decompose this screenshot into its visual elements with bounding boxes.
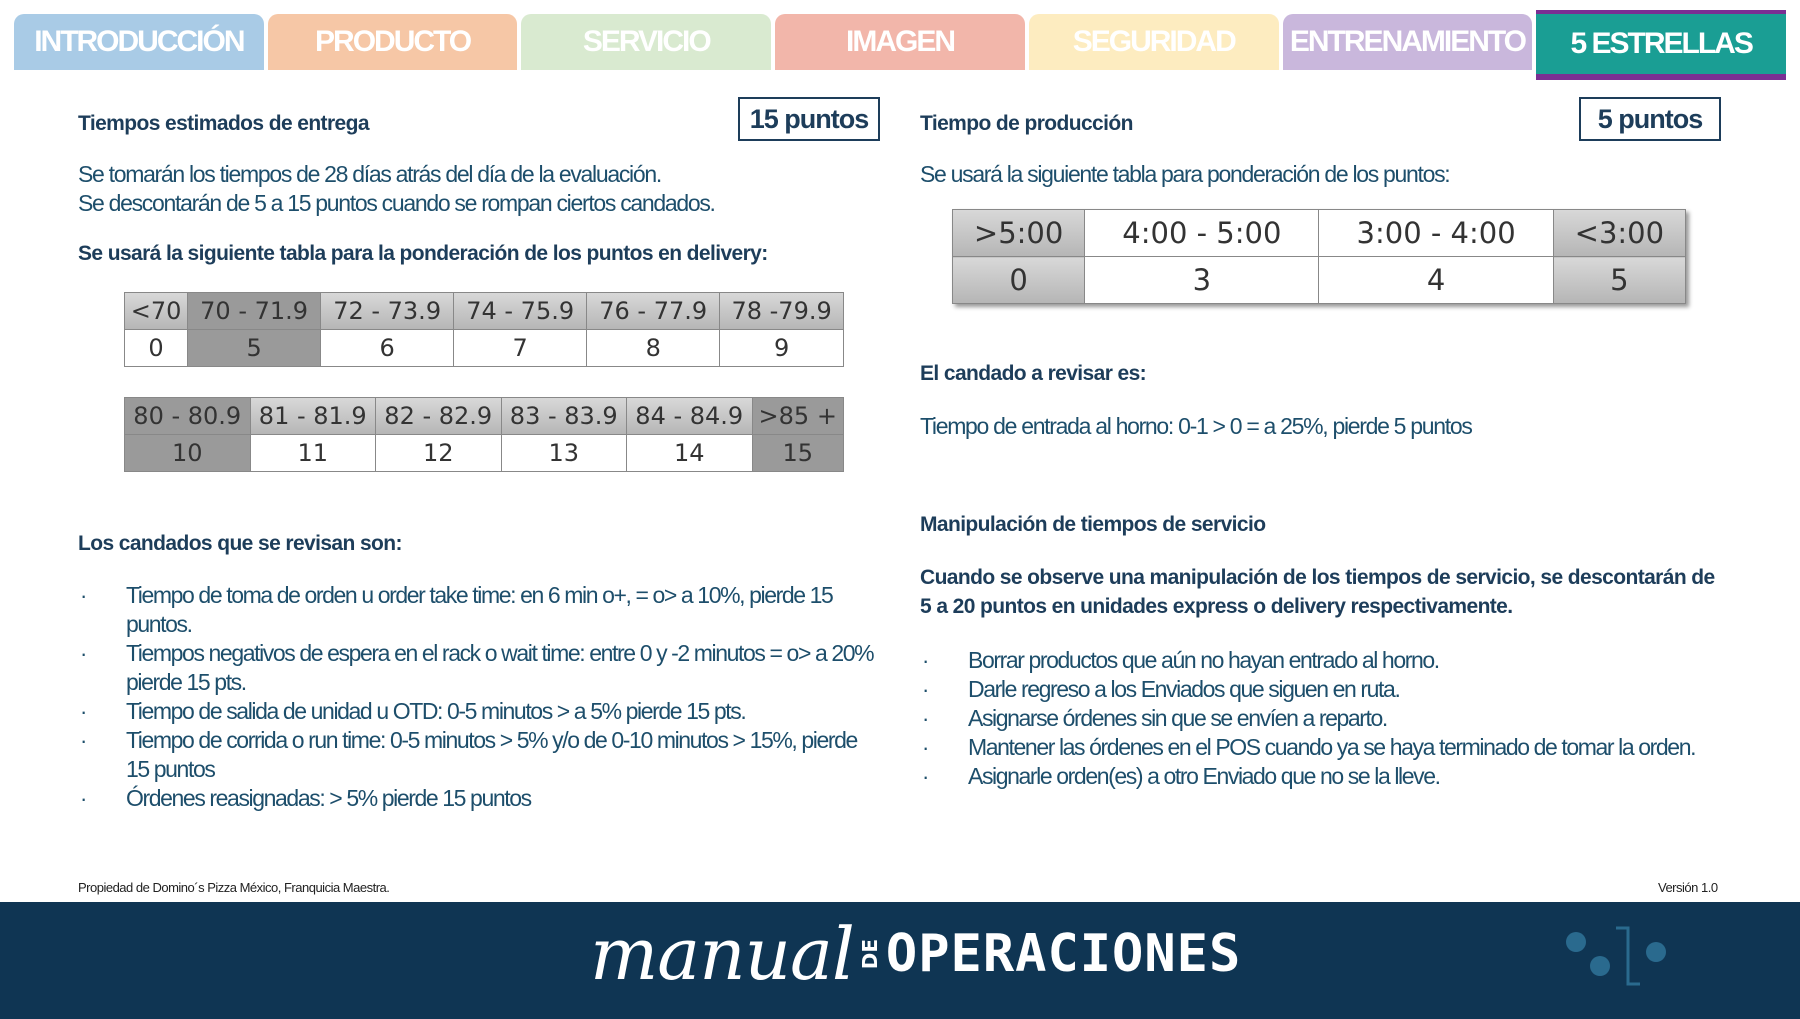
- score-cell: 7: [454, 330, 587, 367]
- score-cell: 14: [627, 435, 753, 472]
- logo-de: DE: [857, 938, 882, 970]
- list-item: · Órdenes reasignadas: > 5% pierde 15 puntos: [78, 784, 878, 813]
- table-row: [953, 257, 1686, 304]
- list-item: · Borrar productos que aún no hayan entrado al horno.: [920, 646, 1730, 675]
- range-cell: <70: [125, 293, 188, 330]
- range-cell: 80 - 80.9: [125, 398, 251, 435]
- footer-owner: Propiedad de Domino´s Pizza México, Franquicia Maestra.: [78, 880, 390, 895]
- manipulation-heading: Manipulación de tiempos de servicio: [920, 513, 1266, 536]
- score-cell: 5: [1553, 257, 1685, 304]
- lock-heading: El candado a revisar es:: [920, 362, 1147, 385]
- section-title: Tiempos estimados de entrega: [78, 112, 369, 135]
- range-cell: 84 - 84.9: [627, 398, 753, 435]
- table-row: [125, 435, 844, 472]
- list-item: · Tiempos negativos de espera en el rack o wait time: entre 0 y -2 minutos = o> a 20% pierde 15 pts.: [78, 639, 878, 697]
- range-cell: 4:00 - 5:00: [1085, 210, 1319, 257]
- range-cell: <3:00: [1553, 210, 1685, 257]
- range-cell: 76 - 77.9: [587, 293, 720, 330]
- score-cell: 0: [953, 257, 1085, 304]
- score-cell: 10: [125, 435, 251, 472]
- tab-producto[interactable]: PRODUCTO: [268, 14, 518, 70]
- tab-servicio[interactable]: SERVICIO: [521, 14, 771, 70]
- list-item: · Mantener las órdenes en el POS cuando ya se haya terminado de tomar la orden.: [920, 733, 1730, 762]
- tab-imagen[interactable]: IMAGEN: [775, 14, 1025, 70]
- score-cell: 12: [376, 435, 502, 472]
- production-time-section: [920, 95, 1730, 791]
- score-table-1: [124, 292, 844, 367]
- points-badge: 5 puntos: [1579, 97, 1721, 141]
- range-cell: 3:00 - 4:00: [1319, 210, 1553, 257]
- list-item: · Asignarle orden(es) a otro Enviado que no se la lleve.: [920, 762, 1730, 791]
- table-row: [125, 330, 844, 367]
- manipulation-list: [920, 646, 1730, 791]
- list-item: · Asignarse órdenes sin que se envíen a reparto.: [920, 704, 1730, 733]
- table-row: [953, 210, 1686, 257]
- score-cell: 8: [587, 330, 720, 367]
- manipulation-text: Cuando se observe una manipulación de los tiempos de servicio, se descontarán de 5 a 20 puntos en unidades express o delivery respectivamente.: [920, 566, 1715, 618]
- table-heading: Se usará la siguiente tabla para la ponderación de los puntos en delivery:: [78, 242, 768, 265]
- range-cell: 74 - 75.9: [454, 293, 587, 330]
- score-cell: 5: [188, 330, 321, 367]
- locks-heading: Los candados que se revisan son:: [78, 532, 402, 555]
- score-cell: 3: [1085, 257, 1319, 304]
- tab-introduccion[interactable]: INTRODUCCIÓN: [14, 14, 264, 70]
- table-row: [125, 398, 844, 435]
- footer-version: Versión 1.0: [1658, 880, 1718, 895]
- range-cell: 72 - 73.9: [321, 293, 454, 330]
- production-score-table: [952, 209, 1686, 304]
- logo-script: manual: [590, 912, 854, 996]
- score-cell: 9: [720, 330, 844, 367]
- score-cell: 6: [321, 330, 454, 367]
- tab-seguridad[interactable]: SEGURIDAD: [1029, 14, 1279, 70]
- score-cell: 11: [250, 435, 376, 472]
- range-cell: 82 - 82.9: [376, 398, 502, 435]
- intro-line-2: Se descontarán de 5 a 15 puntos cuando se rompan ciertos candados.: [78, 190, 715, 216]
- range-cell: 81 - 81.9: [250, 398, 376, 435]
- score-cell: 4: [1319, 257, 1553, 304]
- list-item: · Tiempo de toma de orden u order take time: en 6 min o+, = o> a 10%, pierde 15 puntos.: [78, 581, 878, 639]
- logo-caps: OPERACIONES: [885, 924, 1242, 984]
- score-cell: 0: [125, 330, 188, 367]
- section-title: Tiempo de producción: [920, 112, 1133, 135]
- range-cell: >5:00: [953, 210, 1085, 257]
- points-badge: 15 puntos: [738, 97, 880, 141]
- score-cell: 15: [752, 435, 844, 472]
- range-cell: 70 - 71.9: [188, 293, 321, 330]
- list-item: · Tiempo de salida de unidad u OTD: 0-5 minutos > a 5% pierde 15 pts.: [78, 697, 878, 726]
- locks-list: [78, 581, 878, 813]
- manual-operaciones-logo: [590, 912, 1241, 996]
- tab-entrenamiento[interactable]: ENTRENAMIENTO: [1283, 14, 1533, 70]
- intro-line-1: Se tomarán los tiempos de 28 días atrás del día de la evaluación.: [78, 161, 661, 187]
- list-item: · Darle regreso a los Enviados que siguen en ruta.: [920, 675, 1730, 704]
- list-item: · Tiempo de corrida o run time: 0-5 minutos > 5% y/o de 0-10 minutos > 15%, pierde 15 puntos: [78, 726, 878, 784]
- range-cell: 78 -79.9: [720, 293, 844, 330]
- section-tabs: [14, 14, 1786, 72]
- score-table-2: [124, 397, 844, 472]
- tab-5-estrellas[interactable]: 5 ESTRELLAS: [1536, 10, 1786, 80]
- table-row: [125, 293, 844, 330]
- dots-logo-icon: [1556, 922, 1666, 992]
- intro-text: Se usará la siguiente tabla para ponderación de los puntos:: [920, 161, 1450, 187]
- range-cell: >85 +: [752, 398, 844, 435]
- range-cell: 83 - 83.9: [501, 398, 627, 435]
- score-cell: 13: [501, 435, 627, 472]
- lock-text: Tiempo de entrada al horno: 0-1 > 0 = a 25%, pierde 5 puntos: [920, 413, 1472, 439]
- delivery-times-section: [78, 95, 878, 813]
